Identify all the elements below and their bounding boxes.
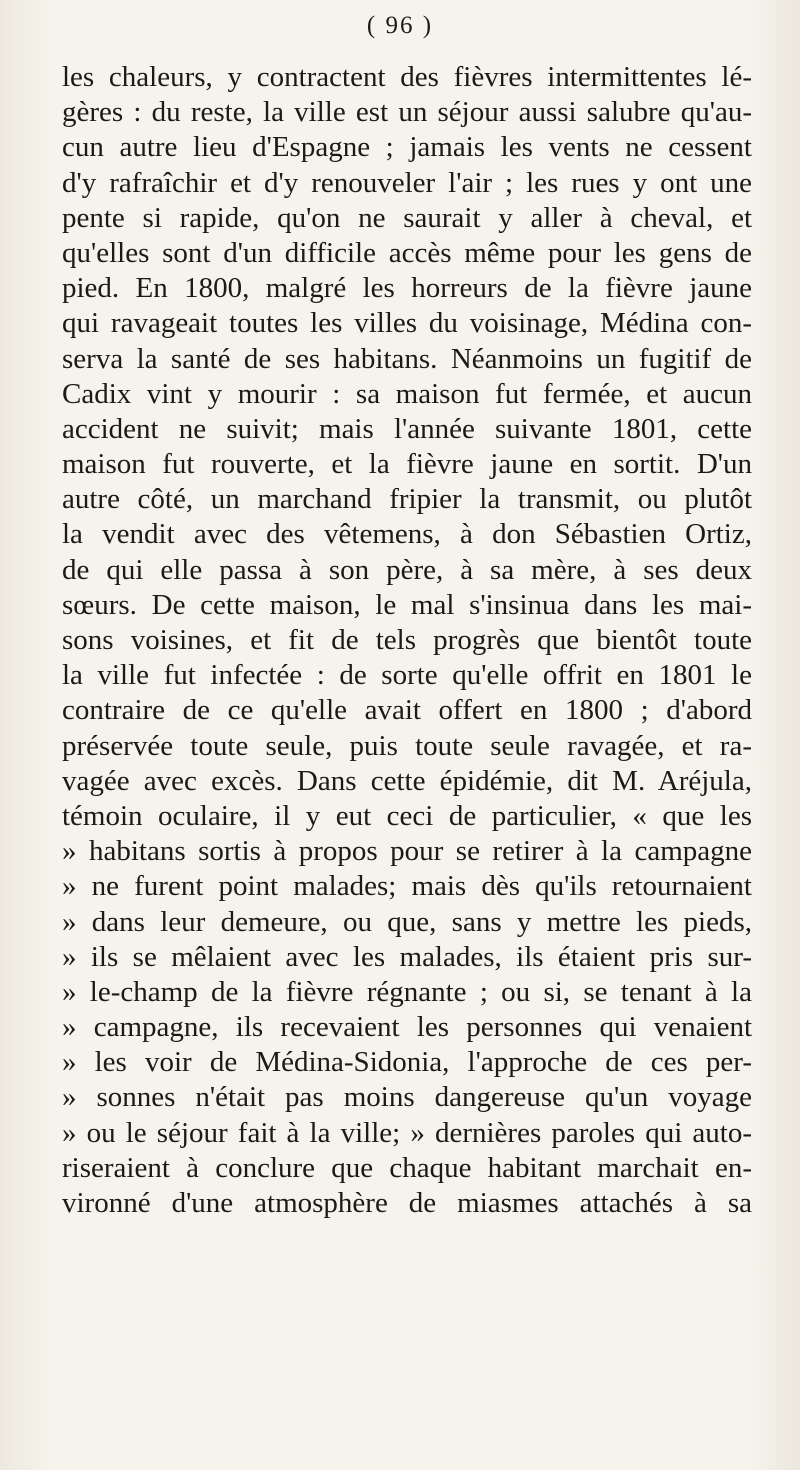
page-number: ( 96 ): [366, 12, 434, 39]
text-line: » ne furent point malades; mais dès qu'ils retournaient: [62, 870, 752, 903]
text-line: les chaleurs, y contractent des fièvres intermittentes lé-: [62, 61, 752, 93]
text-line: sœurs. De cette maison, le mal s'insinua dans les mai-: [62, 588, 752, 621]
text-line: maison fut rouverte, et la fièvre jaune en sortit. D'un: [62, 448, 752, 481]
text-line: accident ne suivit; mais l'année suivante 1801, cette: [62, 412, 752, 445]
text-line: qui ravageait toutes les villes du voisinage, Médina con-: [62, 307, 752, 340]
text-line: d'y rafraîchir et d'y renouveler l'air ; les rues y ont une: [62, 166, 752, 199]
text-line: pente si rapide, qu'on ne saurait y aller à cheval, et: [62, 201, 752, 234]
text-line: riseraient à conclure que chaque habitant marchait en-: [62, 1151, 752, 1184]
text-line: contraire de ce qu'elle avait offert en 1800 ; d'abord: [62, 694, 752, 727]
text-line: cun autre lieu d'Espagne ; jamais les vents ne cessent: [62, 131, 752, 164]
text-line: » dans leur demeure, ou que, sans y mettre les pieds,: [62, 905, 752, 938]
text-line: témoin oculaire, il y eut ceci de particulier, « que les: [62, 799, 752, 832]
text-line: la vendit avec des vêtemens, à don Sébastien Ortiz,: [62, 518, 752, 551]
text-line: de qui elle passa à son père, à sa mère, à ses deux: [62, 553, 752, 586]
text-line: autre côté, un marchand fripier la transmit, ou plutôt: [62, 483, 752, 516]
text-line: » sonnes n'était pas moins dangereuse qu'un voyage: [62, 1081, 752, 1114]
text-line: préservée toute seule, puis toute seule ravagée, et ra-: [62, 729, 752, 762]
text-line: » habitans sortis à propos pour se retirer à la campagne: [62, 835, 752, 868]
text-line: pied. En 1800, malgré les horreurs de la fièvre jaune: [62, 272, 752, 305]
text-line: » le-champ de la fièvre régnante ; ou si, se tenant à la: [62, 975, 752, 1008]
text-line: vagée avec excès. Dans cette épidémie, dit M. Aréjula,: [62, 764, 752, 797]
text-line: sons voisines, et fit de tels progrès que bientôt toute: [62, 624, 752, 656]
text-line: la ville fut infectée : de sorte qu'elle offrit en 1801 le: [62, 659, 752, 692]
text-line: » ils se mêlaient avec les malades, ils étaient pris sur-: [62, 940, 752, 973]
body-text: [62, 60, 752, 1221]
text-line: » ou le séjour fait à la ville; » dernières paroles qui auto-: [62, 1116, 752, 1149]
text-line: » campagne, ils recevaient les personnes qui venaient: [62, 1011, 752, 1044]
text-line: » les voir de Médina-Sidonia, l'approche de ces per-: [62, 1046, 752, 1079]
text-line: serva la santé de ses habitans. Néanmoins un fugitif de: [62, 342, 752, 375]
text-line: Cadix vint y mourir : sa maison fut fermée, et aucun: [62, 377, 752, 410]
text-line: gères : du reste, la ville est un séjour aussi salubre qu'au-: [62, 96, 752, 129]
text-line: qu'elles sont d'un difficile accès même pour les gens de: [62, 236, 752, 269]
text-line: vironné d'une atmosphère de miasmes attachés à sa: [62, 1187, 752, 1219]
